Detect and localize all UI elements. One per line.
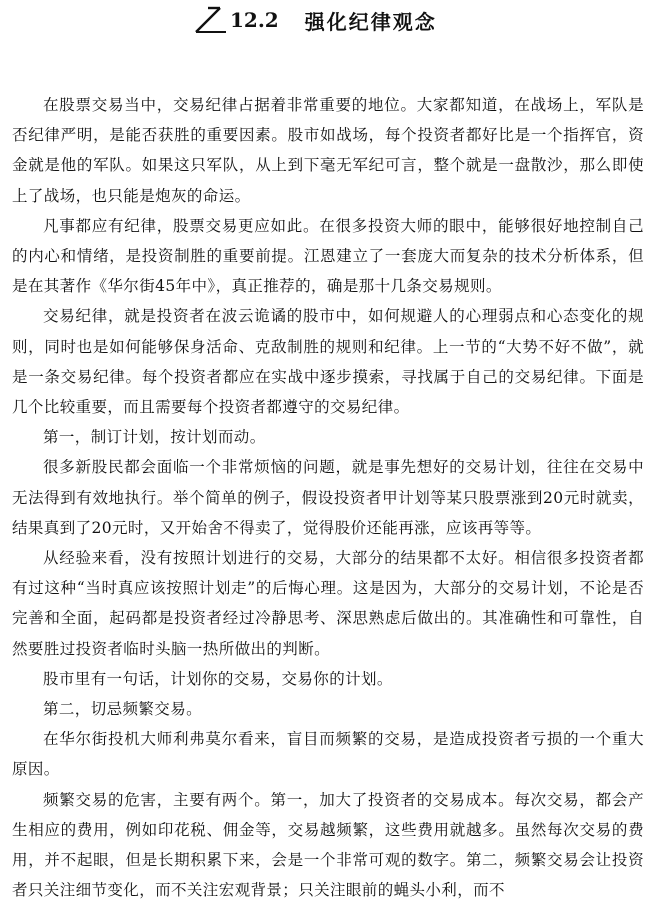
paragraph: 交易纪律，就是投资者在波云诡谲的股市中，如何规避人的心理弱点和心态变化的规则，同时也是如何能够保身活命、克敌制胜的规则和纪律。上一节的“大势不好不做”，就是一条交易纪律。每个投资者都应在实战中逐步摸索，寻找属于自己的交易纪律。下面是几个比较重要，而且需要每个投资者都遵守的交易纪律。: [12, 307, 644, 417]
paragraph: 第二，切忌频繁交易。: [43, 700, 203, 719]
paragraph: 很多新股民都会面临一个非常烦恼的问题，就是事先想好的交易计划，往往在交易中无法得到有效地执行。举个简单的例子，假设投资者甲计划等某只股票涨到20元时就卖，结果真到了20元时，又开始舍不得卖了，觉得股价还能再涨，应该再等等。: [12, 458, 644, 537]
paragraph: 第一，制订计划，按计划而动。: [43, 428, 266, 447]
paragraph: 从经验来看，没有按照计划进行的交易，大部分的结果都不太好。相信很多投资者都有过这种“当时真应该按照计划走”的后悔心理。这是因为，大部分的交易计划，不论是否完善和全面，起码都是投资者经过冷静思考、深思熟虑后做出的。其准确性和可靠性，自然要胜过投资者临时头脑一热所做出的判断。: [12, 549, 644, 658]
section-title: 强化纪律观念: [304, 9, 437, 34]
paragraph: 股市里有一句话，计划你的交易，交易你的计划。: [43, 669, 393, 688]
section-number: 12.2: [230, 8, 279, 32]
paragraph: 凡事都应有纪律，股票交易更应如此。在很多投资大师的眼中，能够很好地控制自己的内心和情绪，是投资制胜的重要前提。江恩建立了一套庞大而复杂的技术分析体系，但是在其著作《华尔街45年中》，真正推荐的，确是那十几条交易规则。: [12, 216, 644, 296]
paragraph: 在股票交易当中，交易纪律占据着非常重要的地位。大家都知道，在战场上，军队是否纪律严明，是能否获胜的重要因素。股市如战场，每个投资者都好比是一个指挥官，资金就是他的军队。如果这只军队，从上到下毫无军纪可言，整个就是一盘散沙，那么即使上了战场，也只能是炮灰的命运。: [12, 96, 644, 205]
section-heading: [190, 0, 437, 40]
heading-arrow-icon: [190, 2, 230, 38]
paragraph: 在华尔街投机大师利弗莫尔看来，盲目而频繁的交易，是造成投资者亏损的一个重大原因。: [12, 730, 644, 779]
body-text: [12, 90, 644, 905]
paragraph: 频繁交易的危害，主要有两个。第一，加大了投资者的交易成本。每次交易，都会产生相应的费用，例如印花税、佣金等，交易越频繁，这些费用就越多。虽然每次交易的费用，并不起眼，但是长期积累下来，会是一个非常可观的数字。第二，频繁交易会让投资者只关注细节变化，而不关注宏观背景；只关注眼前的蝇头小利，而不: [12, 790, 644, 900]
